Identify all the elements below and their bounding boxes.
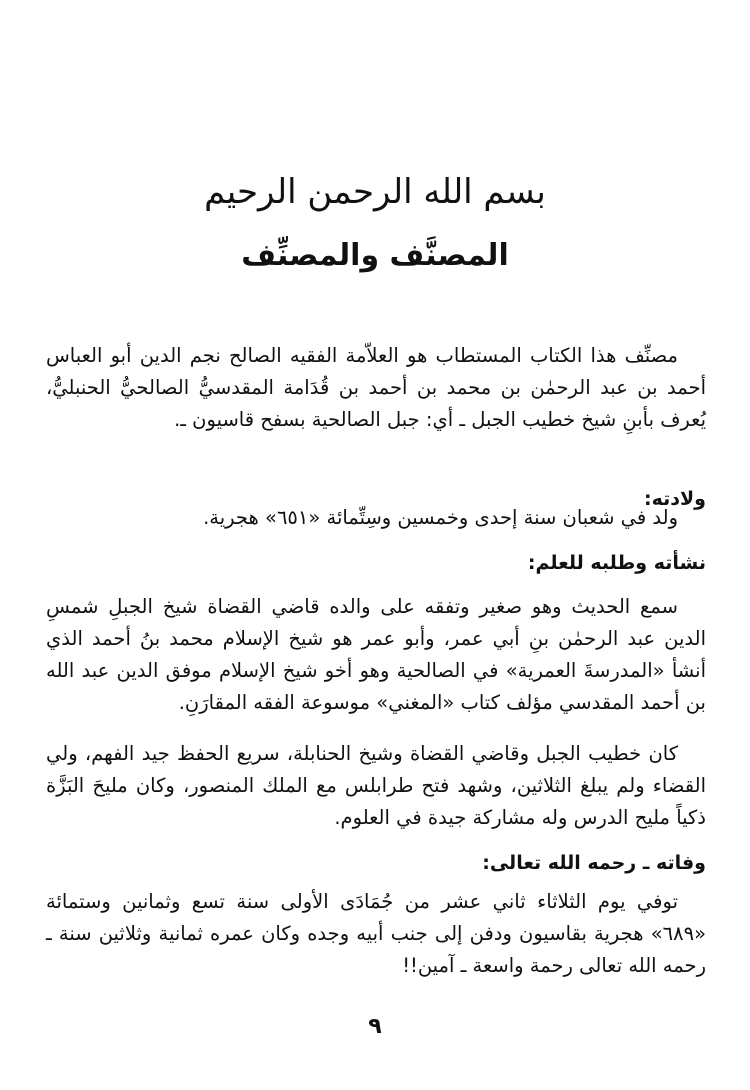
career-paragraph-block [46,738,706,834]
birth-paragraph: ولد في شعبان سنة إحدى وخمسين وسِتِّمائة «٦٥١» هجرية. [203,506,678,529]
birth-paragraph-block [46,502,706,534]
death-paragraph: توفي يوم الثلاثاء ثاني عشر من جُمَادَى الأولى سنة تسع وثمانين وستمائة «٦٨٩» هجرية بقاسيون ودفن إلى جنب أبيه وجده وكان عمره ثمانية وثلاثين سنة ـ رحمه الله تعالى رحمة واسعة ـ آمين!! [46,890,706,977]
upbringing-paragraph-block [46,591,706,719]
upbringing-paragraph: سمع الحديث وهو صغير وتفقه على والده قاضي القضاة شيخ الجبلِ شمسِ الدين عبد الرحمٰن بنِ أبي عمر، وأبو عمر هو شيخ الإسلام محمد بنُ أحمد الذي أنشأ «المدرسةَ العمرية» في الصالحية وهو أخو شيخ الإسلام موفق الدين عبد الله بن أحمد المقدسي مؤلف كتاب «المغني» موسوعة الفقه المقارَنِ. [46,595,706,714]
basmala-heading: بسم الله الرحمن الرحيم [204,172,546,212]
death-heading: وفاته ـ رحمه الله تعالى: [482,852,706,874]
intro-paragraph-block [46,340,706,436]
career-paragraph: كان خطيب الجبل وقاضي القضاة وشيخ الحنابلة، سريع الحفظ جيد الفهم، ولي القضاء ولم يبلغ الثلاثين، وشهد فتح طرابلس مع الملك المنصور، وكان مليحَ البَزَّة ذكياً مليح الدرس وله مشاركة جيدة في العلوم. [46,742,706,829]
page-number: ٩ [368,1014,382,1039]
intro-paragraph: مصنِّف هذا الكتاب المستطاب هو العلاّمة الفقيه الصالح نجم الدين أبو العباس أحمد بن عبد الرحمٰن بن محمد بن أحمد بن قُدَامة المقدسيُّ الصالحيُّ الحنبليُّ، يُعرف بأبنِ شيخ خطيب الجبل ـ أي: جبل الصالحية بسفح قاسيون ـ. [46,344,706,431]
death-paragraph-block [46,886,706,982]
birth-heading: ولادته: [644,488,706,510]
upbringing-heading: نشأته وطلبه للعلم: [527,552,706,574]
page-title: المصنَّف والمصنِّف [241,238,509,273]
